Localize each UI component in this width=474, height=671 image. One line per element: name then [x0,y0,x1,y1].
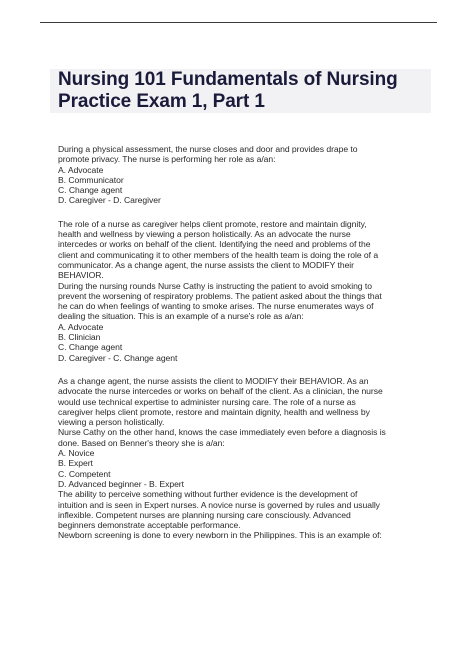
text-line: A. Advocate [58,164,104,175]
text-line: beginners demonstrate acceptable performance. [58,520,241,531]
text-line: advocate the nurse intercedes or works on behalf of the client. As a clinician, the nurse [58,386,383,397]
text-line: A. Advocate [58,321,104,332]
text-line: caregiver helps client promote, restore and maintain dignity, health and wellness by [58,406,370,417]
text-line: he can do when feelings of wanting to smoke arises. The nurse enumerates ways of [58,301,374,312]
text-line: would use technical expertise to administer nursing care. The role of a nurse as [58,396,356,407]
text-line: A. Novice [58,448,95,459]
document-body [58,144,428,541]
paragraph-gap [58,206,428,219]
text-line: promote privacy. The nurse is performing her role as a/an: [58,154,276,165]
text-line: health and wellness by viewing a person holistically. As an advocate the nurse [58,229,351,240]
document-title [58,69,430,113]
text-line: dealing the situation. This is an example of a nurse's role as a/an: [58,311,304,322]
text-line: prevent the worsening of respiratory problems. The patient asked about the things that [58,290,382,301]
text-line: C. Change agent [58,185,123,196]
top-divider [40,22,437,23]
text-line: D. Advanced beginner - B. Expert [58,478,184,489]
text-line: C. Competent [58,468,111,479]
text-line: The role of a nurse as caregiver helps client promote, restore and maintain dignity, [58,218,367,229]
text-line: intercedes or works on behalf of the client. Identifying the need and problems of the [58,239,371,250]
paragraph-gap [58,363,428,376]
text-line: Newborn screening is done to every newborn in the Philippines. This is an example of: [58,530,382,541]
text-block [58,376,428,541]
text-line: D. Caregiver - C. Change agent [58,352,178,363]
title-line: Nursing 101 Fundamentals of Nursing [58,69,398,90]
text-line: The ability to perceive something without further evidence is the development of [58,489,358,500]
text-line: communicator. As a change agent, the nurse assists the client to MODIFY their [58,259,354,270]
title-line: Practice Exam 1, Part 1 [58,91,265,112]
text-line: During the nursing rounds Nurse Cathy is instructing the patient to avoid smoking to [58,280,372,291]
text-line: During a physical assessment, the nurse closes and door and provides drape to [58,144,358,154]
text-line: B. Expert [58,458,93,469]
text-line: viewing a person holistically. [58,417,165,428]
text-line: BEHAVIOR. [58,270,104,281]
text-line: inflexible. Competent nurses are planning nursing care consciously. Advanced [58,509,351,520]
text-block [58,219,428,363]
text-line: C. Change agent [58,342,123,353]
text-line: intuition and is seen in Expert nurses. A novice nurse is governed by rules and usually [58,499,380,510]
text-line: client and communicating it to other members of the health team is doing the role of a [58,249,379,260]
text-line: B. Communicator [58,174,124,185]
text-line: B. Clinician [58,332,101,343]
text-block [58,144,428,206]
text-line: done. Based on Benner's theory she is a/an: [58,437,225,448]
text-line: Nurse Cathy on the other hand, knows the case immediately even before a diagnosis is [58,427,386,438]
text-line: As a change agent, the nurse assists the client to MODIFY their BEHAVIOR. As an [58,375,369,386]
text-line: D. Caregiver - D. Caregiver [58,195,161,206]
